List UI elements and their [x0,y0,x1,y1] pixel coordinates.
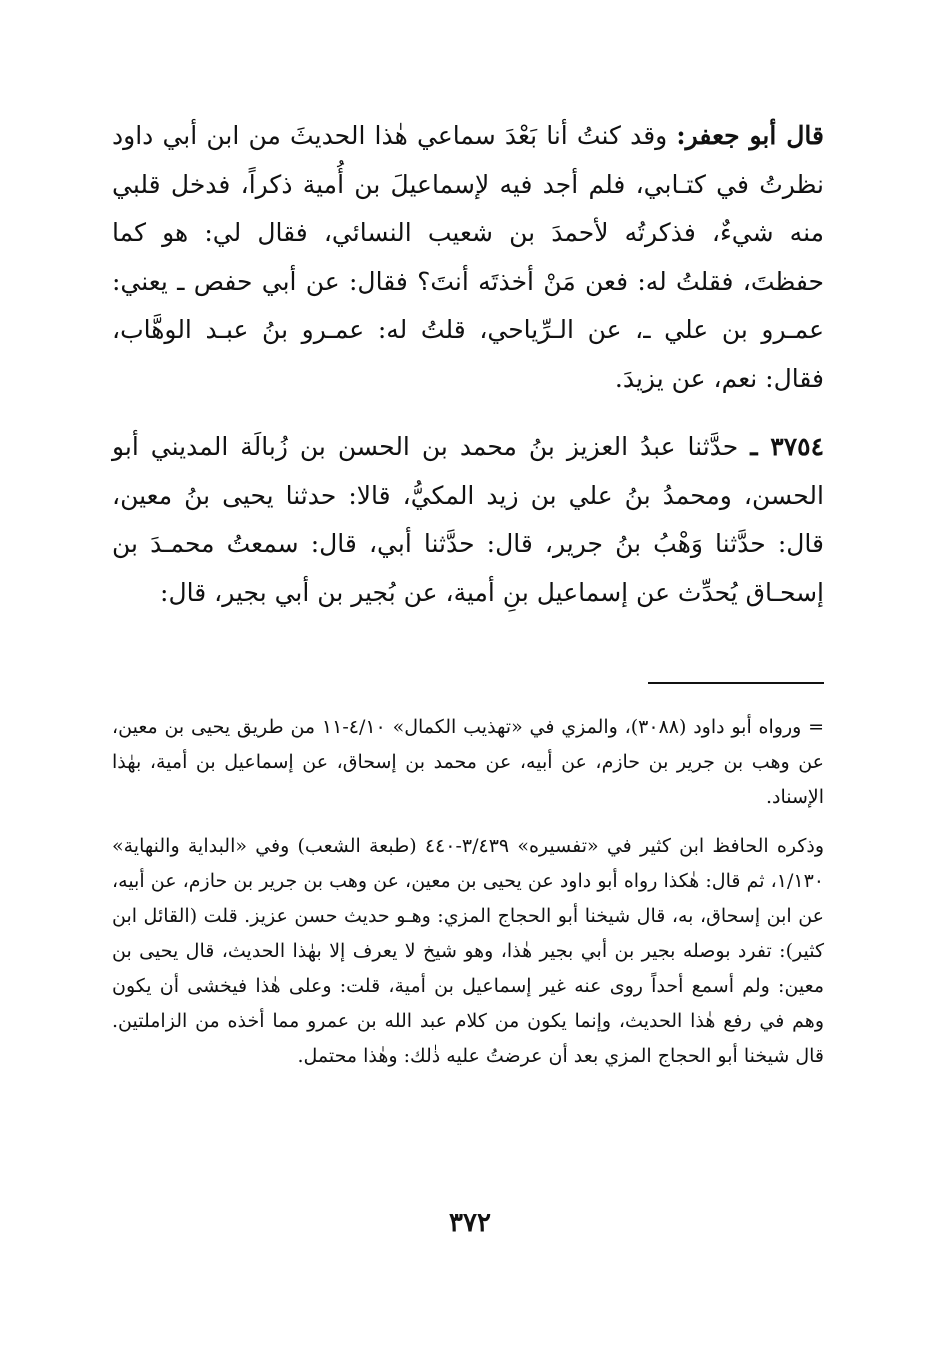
main-text [112,112,824,617]
paragraph-lead: قال أبو جعفر: [676,121,824,150]
footnotes [112,710,824,1074]
paragraph-hadith-3754 [112,423,824,617]
paragraph-abu-jafar [112,112,824,403]
hadith-number: ٣٧٥٤ ـ [750,432,825,461]
footnote-paragraph: = ورواه أبو داود (٣٠٨٨)، والمزي في «تهذيب الكمال» ٤/١٠-١١ من طريق يحيى بن معين، عن وهب بن جرير بن حازم، عن أبيه، عن محمد بن إسحاق، عن إسماعيل بن أمية، بهٰذا الإسناد. [112,716,825,808]
page-number: ٣٧٢ [449,1208,491,1238]
footnote-paragraph: وذكره الحافظ ابن كثير في «تفسيره» ٣/٤٣٩-٤٤٠ (طبعة الشعب) وفي «البداية والنهاية» ١/١٣٠، ثم قال: هٰكذا رواه أبو داود عن يحيى بن معين، عن وهب بن جرير بن حازم، عن أبيه، عن ابن إسحاق، به، قال شيخنا أبو الحجاج المزي: وهـو حديث حسن عزيز. قلت (القائل ابن كثير): تفرد بوصله بجير بن أبي بجير هٰذا، وهو شيخ لا يعرف إلا بهٰذا الحديث، قال يحيى بن معين: ولم أسمع أحداً روى عنه غير إسماعيل بن أمية، قلت: وعلى هٰذا فيخشى أن يكون وهم في رفع هٰذا الحديث، وإنما يكون من كلام عبد الله بن عمرو مما أخذه من الزاملتين. قال شيخنا أبو الحجاج المزي بعد أن عرضتُ عليه ذٰلك: وهٰذا محتمل. [112,835,825,1067]
paragraph-body: وقد كنتُ أنا بَعْدَ سماعي هٰذا الحديثَ من ابن أبي داود نظرتُ في كتـابي، فلم أجد فيه لإسماعيلَ بن أُمية ذكراً، فدخل قلبي منه شيءٌ، فذكرتُه لأحمدَ بن شعيب النسائي، فقال لي: هو كما حفظتَ، فقلتُ له: فعن مَنْ أخذتَه أنتَ؟ فقال: عن أبي حفص ـ يعني: عمـرو بن علي ـ، عن الـرِّياحي، قلتُ له: عمـرو بنُ عبـد الوهَّاب، فقال: نعم، عن يزيدَ. [112,121,824,393]
footnote-divider [648,682,824,684]
paragraph-body: حدَّثنا عبدُ العزيز بنُ محمد بن الحسن بن زُبالَة المديني أبو الحسن، ومحمدُ بنُ علي بن زيد المكيُّ، قالا: حدثنا يحيى بنُ معين، قال: حدَّثنا وَهْبُ بنُ جرير، قال: حدَّثنا أبي، قال: سمعتُ محمـدَ بن إسحـاق يُحدِّث عن إسماعيل بنِ أمية، عن بُجير بن أبي بجير، قال: [112,432,824,607]
